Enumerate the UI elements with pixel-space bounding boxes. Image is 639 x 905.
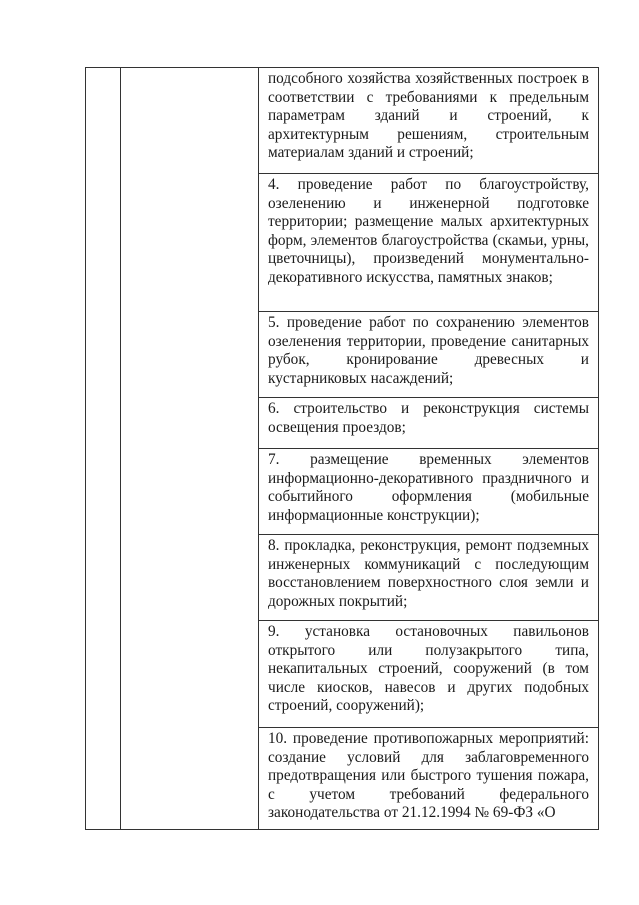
table-cell: [259, 534, 598, 620]
table-cell: [259, 448, 598, 534]
paragraph: 10. проведение противопожарных мероприятий: создание условий для заблаговременного предотвращения или быстрого тушения пожара, с учетом требований федерального законодательства от 21.12.1994 № 69-ФЗ «О: [268, 730, 589, 821]
table-cell: [259, 311, 598, 397]
table-cell: [259, 68, 598, 173]
paragraph: 5. проведение работ по сохранению элементов озеленения территории, проведение санитарных рубок, кронирование древесных и кустарниковых насаждений;: [268, 314, 589, 387]
table-cell: [259, 727, 598, 831]
column-divider: [120, 68, 121, 829]
table-cell: [259, 173, 598, 311]
table: [85, 67, 599, 830]
paragraph: подсобного хозяйства хозяйственных построек в соответствии с требованиями к предельным параметрам зданий и строений, к архитектурным решениям, строительным материалам зданий и строений;: [268, 70, 589, 161]
paragraph: 6. строительство и реконструкция системы освещения проездов;: [268, 400, 589, 436]
table-cell: [259, 397, 598, 448]
paragraph: 9. установка остановочных павильонов открытого или полузакрытого типа, некапитальных строений, сооружений (в том числе киосков, навесов и других подобных строений, сооружений);: [268, 623, 589, 714]
paragraph: 7. размещение временных элементов информационно-декоративного праздничного и событийного оформления (мобильные информационные конструкции);: [268, 451, 589, 524]
table-cell: [259, 620, 598, 727]
paragraph: 8. прокладка, реконструкция, ремонт подземных инженерных коммуникаций с последующим восстановлением поверхностного слоя земли и дорожных покрытий;: [268, 537, 589, 610]
paragraph: 4. проведение работ по благоустройству, озеленению и инженерной подготовке территории; размещение малых архитектурных форм, элементов благоустройства (скамьи, урны, цветочницы), произведений монументально-декоративного искусства, памятных знаков;: [268, 176, 589, 286]
